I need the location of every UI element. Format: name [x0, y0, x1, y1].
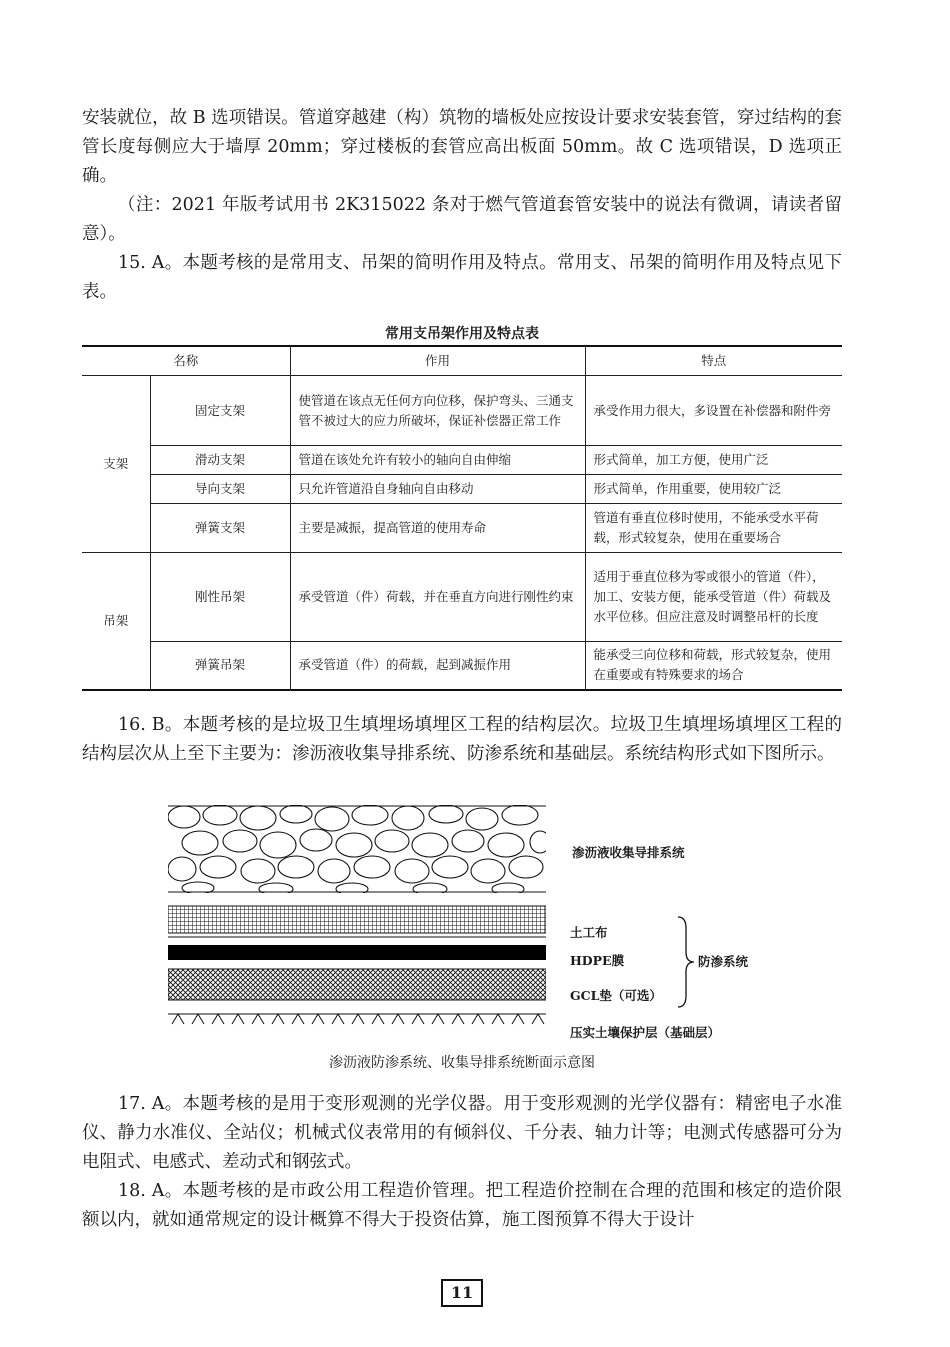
table-cell-name: 刚性吊架 — [150, 553, 290, 642]
figure-caption: 渗沥液防渗系统、收集导排系统断面示意图 — [329, 1055, 595, 1071]
paragraph-answer-16: 16. B。本题考核的是垃圾卫生填埋场填埋区工程的结构层次。垃圾卫生填埋场填埋区工程的结构层次从上至下主要为：渗沥液收集导排系统、防渗系统和基础层。系统结构形式如下图所示。 — [82, 715, 842, 764]
label-hdpe: HDPE膜 — [570, 953, 625, 968]
table-cell-feature: 能承受三向位移和荷载，形式较复杂，使用在重要或有特殊要求的场合 — [585, 642, 842, 690]
table-header: 作用 — [290, 346, 585, 376]
table-cell-function: 承受管道（件）荷载，并在垂直方向进行刚性约束 — [290, 553, 585, 642]
table-cell-feature: 形式简单，作用重要，使用较广泛 — [585, 475, 842, 504]
table-cell-function: 管道在该处允许有较小的轴向自由伸缩 — [290, 446, 585, 475]
paragraph-answer-17: 17. A。本题考核的是用于变形观测的光学仪器。用于变形观测的光学仪器有：精密电子水准仪、静力水准仪、全站仪；机械式仪表常用的有倾斜仪、千分表、轴力计等；电测式传感器可分为电阻式、电感式、差动式和钢弦式。 — [82, 1094, 842, 1172]
gravel-layer — [168, 805, 546, 895]
table-cell-name: 弹簧吊架 — [150, 642, 290, 690]
table-cell-feature: 管道有垂直位移时使用，不能承受水平荷载，形式较复杂，使用在重要场合 — [585, 504, 842, 553]
table-cell-feature: 形式简单，加工方便，使用广泛 — [585, 446, 842, 475]
table-cell-function: 承受管道（件）的荷载，起到减振作用 — [290, 642, 585, 690]
gcl-layer — [168, 969, 546, 1000]
page-number: 11 — [441, 1279, 483, 1307]
group-cell: 支架 — [82, 376, 150, 553]
paragraph-answer-18: 18. A。本题考核的是市政公用工程造价管理。把工程造价控制在合理的范围和核定的造价限额以内，就如通常规定的设计概算不得大于投资估算，施工图预算不得大于设计 — [82, 1181, 842, 1230]
paragraph-note: （注：2021 年版考试用书 2K315022 条对于燃气管道套管安装中的说法有微调，请读者留意）。 — [82, 195, 842, 244]
table-cell-feature: 承受作用力很大，多设置在补偿器和附件旁 — [585, 376, 842, 446]
table-cell-function: 只允许管道沿自身轴向自由移动 — [290, 475, 585, 504]
table-row — [82, 376, 842, 446]
table-header-row — [82, 346, 842, 376]
table-caption: 常用支吊架作用及特点表 — [385, 326, 539, 342]
table-cell-function: 使管道在该点无任何方向位移，保护弯头、三通支管不被过大的应力所破坏，保证补偿器正常工作 — [290, 376, 585, 446]
table-cell-function: 主要是减振，提高管道的使用寿命 — [290, 504, 585, 553]
paragraph-answer-15: 15. A。本题考核的是常用支、吊架的简明作用及特点。常用支、吊架的简明作用及特点见下表。 — [82, 253, 842, 302]
hdpe-layer — [168, 945, 546, 960]
label-geotextile: 土工布 — [570, 925, 608, 940]
table-row — [82, 553, 842, 642]
group-cell: 吊架 — [82, 553, 150, 690]
table-cell-name: 固定支架 — [150, 376, 290, 446]
compacted-soil-layer — [168, 1014, 546, 1024]
paragraph-continuation: 安装就位，故 B 选项错误。管道穿越建（构）筑物的墙板处应按设计要求安装套管，穿过结构的套管长度每侧应大于墙厚 20mm；穿过楼板的套管应高出板面 50mm。故 C 选项错误，D 选项正确。 — [82, 108, 842, 186]
table-row — [82, 504, 842, 553]
label-gcl: GCL垫（可选） — [570, 988, 662, 1003]
cross-section-diagram — [168, 805, 546, 1030]
table-header: 特点 — [585, 346, 842, 376]
label-collection-system: 渗沥液收集导排系统 — [572, 845, 685, 860]
table-cell-name: 弹簧支架 — [150, 504, 290, 553]
label-base-layer: 压实土壤保护层（基础层） — [570, 1025, 721, 1040]
geotextile-layer — [168, 906, 546, 933]
brace-icon — [676, 916, 696, 1008]
table-row — [82, 446, 842, 475]
label-seepage-system: 防渗系统 — [698, 954, 749, 969]
table-row — [82, 642, 842, 690]
table-header: 名称 — [82, 346, 290, 376]
table-cell-name: 滑动支架 — [150, 446, 290, 475]
table-cell-feature: 适用于垂直位移为零或很小的管道（件），加工、安装方便，能承受管道（件）荷载及水平位移。但应注意及时调整吊杆的长度 — [585, 553, 842, 642]
support-hanger-table — [82, 345, 842, 691]
table-row — [82, 475, 842, 504]
table-cell-name: 导向支架 — [150, 475, 290, 504]
